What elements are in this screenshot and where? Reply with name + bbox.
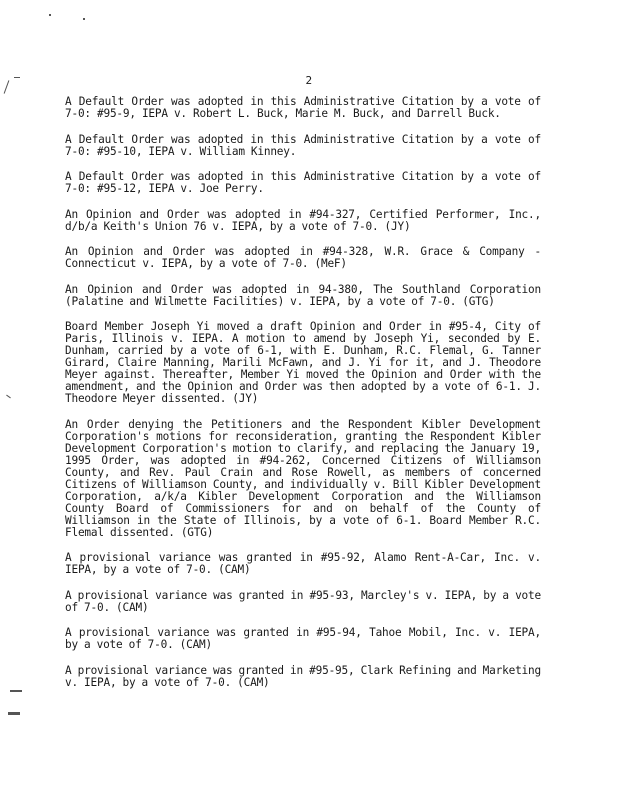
- paragraph-variance-95-92: A provisional variance was granted in #95-92, Alamo Rent-A-Car, Inc. v. IEPA, by a vote of 7-0. (CAM): [65, 551, 541, 576]
- page-number: 2: [305, 74, 313, 87]
- scan-speck: [83, 18, 85, 20]
- paragraph-default-order-95-12: A Default Order was adopted in this Administrative Citation by a vote of 7-0: #95-12, IEPA v. Joe Perry.: [65, 170, 541, 195]
- scan-speck: [8, 712, 20, 715]
- paragraph-opinion-94-327: An Opinion and Order was adopted in #94-327, Certified Performer, Inc., d/b/a Keith's Union 76 v. IEPA, by a vote of 7-0. (JY): [65, 207, 541, 233]
- paragraph-default-order-95-9: A Default Order was adopted in this Administrative Citation by a vote of 7-0: #95-9, IEPA v. Robert L. Buck, Marie M. Buck, and Darrell Buck.: [65, 95, 541, 120]
- paragraph-opinion-95-4: Board Member Joseph Yi moved a draft Opinion and Order in #95-4, City of Paris, Illinois v. IEPA. A motion to amend by Joseph Yi, seconded by E. Dunham, carried by a vote of 6-1, with E. Dunham, R.C. Flemal, G. Tanner Girard, Claire Manning, Marili McFawn, and J. Yi for it, and J. Theodore Meyer against. Thereafter, Member Yi moved the Opinion and Order with the amendment, and the Opinion and Order was then adopted by a vote of 6-1. J. Theodore Meyer dissented. (JY): [65, 320, 541, 405]
- paragraph-variance-95-94: A provisional variance was granted in #95-94, Tahoe Mobil, Inc. v. IEPA, by a vote of 7-0. (CAM): [65, 626, 541, 651]
- paragraph-variance-95-93: A provisional variance was granted in #95-93, Marcley's v. IEPA, by a vote of 7-0. (CAM): [65, 588, 541, 614]
- scan-speck: [49, 14, 51, 16]
- paragraph-opinion-94-380: An Opinion and Order was adopted in 94-380, The Southland Corporation (Palatine and Wilmette Facilities) v. IEPA, by a vote of 7-0. (GTG): [65, 282, 541, 308]
- paragraph-opinion-94-328: An Opinion and Order was adopted in #94-328, W.R. Grace & Company - Connecticut v. IEPA, by a vote of 7-0. (MeF): [65, 245, 541, 270]
- paragraph-order-94-262: An Order denying the Petitioners and the Respondent Kibler Development Corporation's motions for reconsideration, granting the Respondent Kibler Development Corporation's motion to clarify, and replacing the January 19, 1995 Order, was adopted in #94-262, Concerned Citizens of Williamson County, and Rev. Paul Crain and Rose Rowell, as members of concerned Citizens of Williamson County, and individually v. Bill Kibler Development Corporation, a/k/a Kibler Development Corporation and the Williamson County Board of Commissioners for and on behalf of the County of Williamson in the State of Illinois, by a vote of 6-1. Board Member R.C. Flemal dissented. (GTG): [65, 417, 541, 539]
- scan-speck: [10, 690, 22, 692]
- scan-speck: [6, 395, 11, 399]
- minutes-body: [65, 96, 541, 702]
- paragraph-default-order-95-10: A Default Order was adopted in this Administrative Citation by a vote of 7-0: #95-10, IEPA v. William Kinney.: [65, 132, 541, 158]
- paragraph-variance-95-95: A provisional variance was granted in #95-95, Clark Refining and Marketing v. IEPA, by a vote of 7-0. (CAM): [65, 663, 541, 689]
